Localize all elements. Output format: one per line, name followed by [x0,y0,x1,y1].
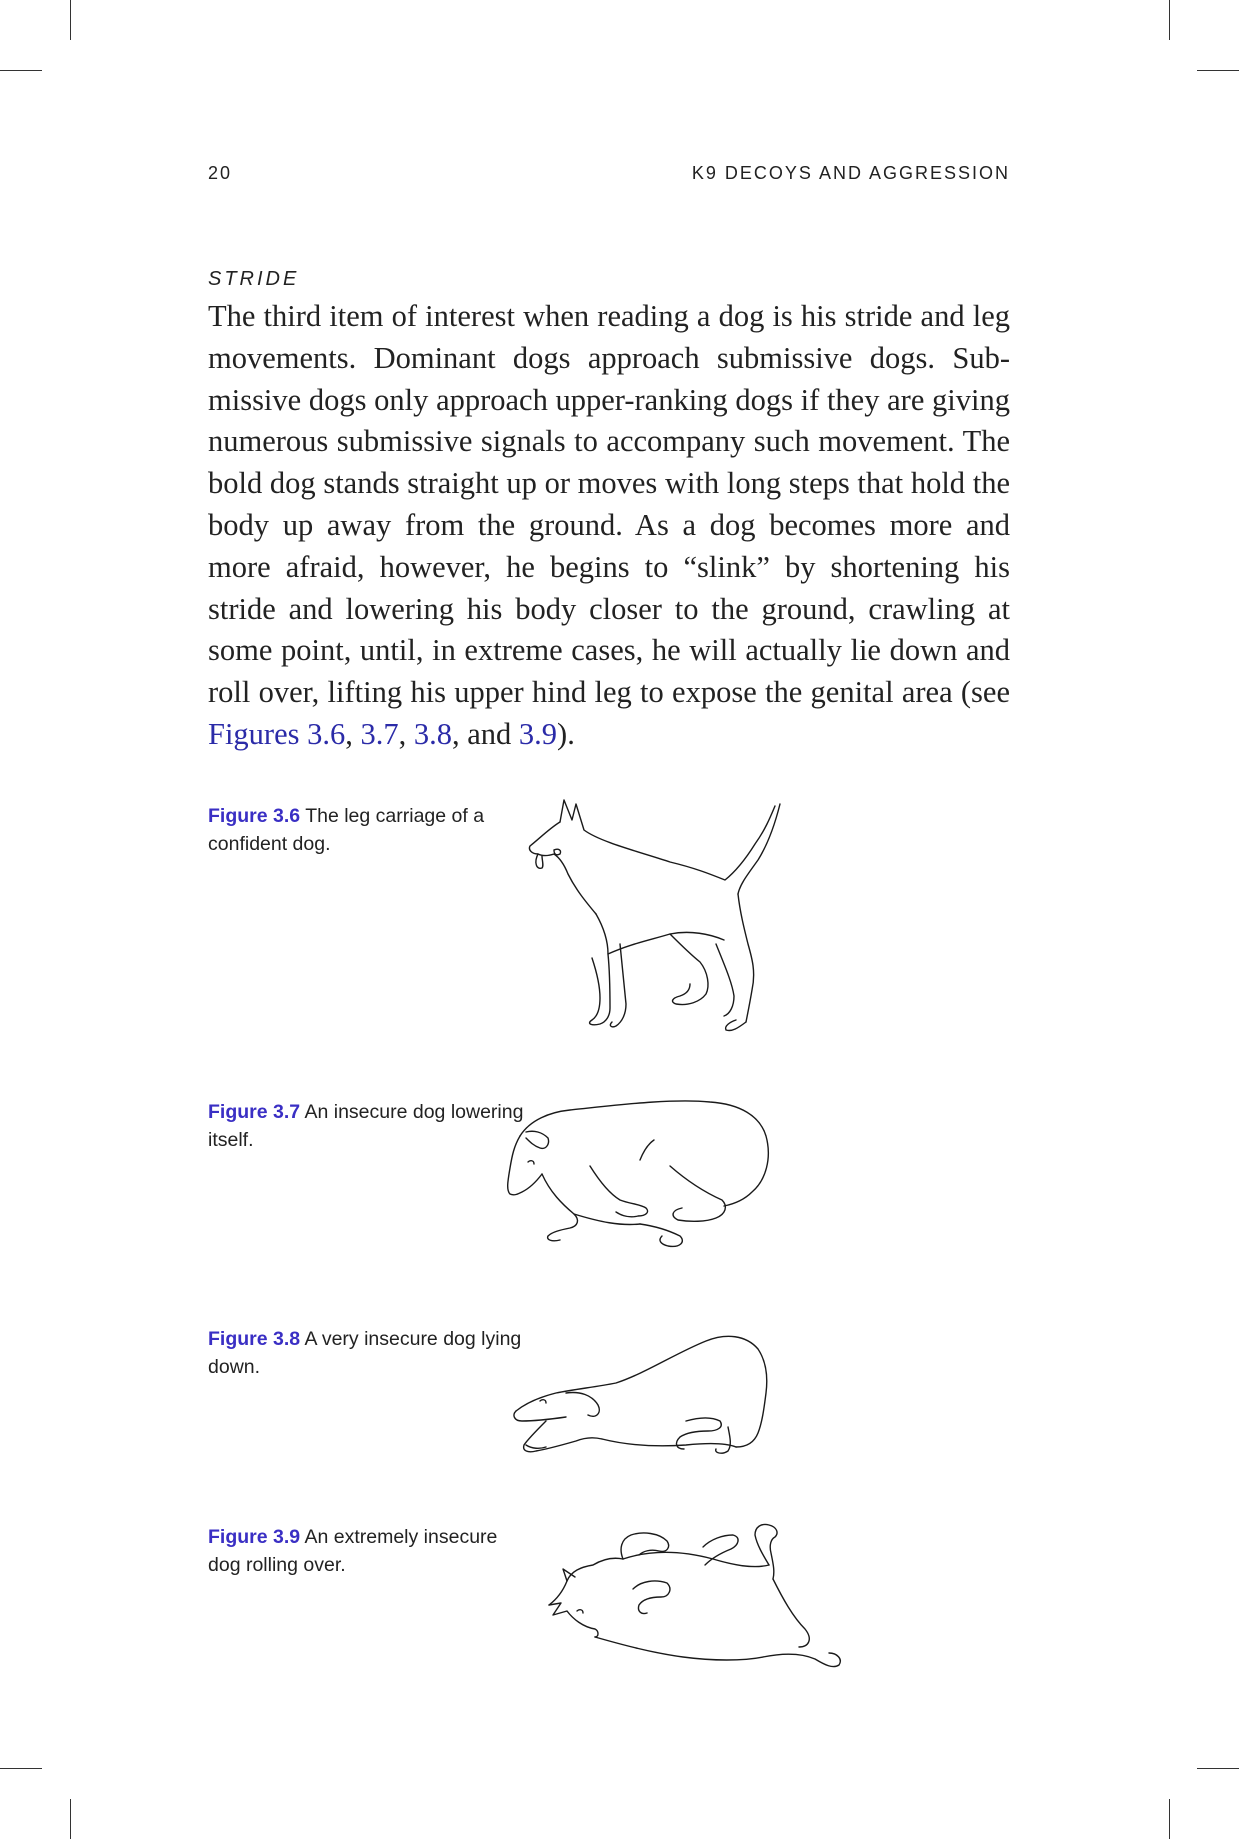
figure-caption-text: An insecure dog lowering itself. [208,1101,524,1151]
crop-mark [1169,0,1170,40]
figure-caption [208,1325,528,1381]
crop-mark [70,1799,71,1839]
figure-reference-link[interactable]: 3.9 [518,716,558,751]
page-number: 20 [208,163,233,183]
running-head [208,163,1010,185]
crop-mark [0,1768,42,1769]
paragraph-text: , [398,716,414,751]
paragraph-text: ). [557,716,575,751]
figure-caption [208,1523,528,1579]
running-title: K9 DECOYS AND AGGRESSION [691,163,1010,183]
paragraph-text: The third item of interest when reading a dog is his stride and leg movements. Dominant dogs approach submissive dogs. Submissive dogs only approach upper-ranking dogs if they are giving numerous submissive signals to accompany such movement. The bold dog stands straight up or moves with long steps that hold the body up away from the ground. As a dog becomes more and more afraid, however, he begins to “slink” by shortening his stride and lowering his body closer to the ground, crawling at some point, until, in extreme cases, he will actually lie down and roll over, lifting his upper hind leg to expose the genital area (see [208,299,1010,710]
figure-number: Figure 3.6 [208,805,301,827]
crop-mark [70,0,71,40]
figure-number: Figure 3.7 [208,1101,301,1123]
paragraph-text: , and [452,716,519,751]
crop-mark [1197,70,1239,71]
figure-caption [208,802,528,858]
figure-caption-text: A very insecure dog lying down. [208,1328,522,1378]
dog-rolling-over-icon [543,1519,863,1679]
section-heading: STRIDE [208,268,300,290]
confident-dog-standing-icon [520,794,840,1044]
figure-3-8 [208,1325,848,1475]
figure-reference-link[interactable]: 3.8 [413,716,452,751]
figure-number: Figure 3.8 [208,1328,301,1350]
insecure-dog-lowering-icon [490,1096,810,1276]
insecure-dog-lying-icon [506,1327,826,1477]
crop-mark [1169,1799,1170,1839]
figure-caption [208,1098,528,1154]
figure-caption-text: The leg carriage of a confident dog. [208,805,485,855]
paragraph-text: , [345,716,361,751]
body-paragraph [208,296,1010,756]
figure-3-9 [208,1523,848,1683]
crop-mark [0,70,42,71]
figure-3-7 [208,1098,848,1278]
figure-3-6 [208,802,848,1052]
figure-reference-link[interactable]: 3.7 [360,716,399,751]
figure-caption-text: An extremely insecure dog rolling over. [208,1526,498,1576]
figure-number: Figure 3.9 [208,1526,301,1548]
figure-reference-link[interactable]: Figures 3.6 [208,716,346,751]
crop-mark [1197,1768,1239,1769]
